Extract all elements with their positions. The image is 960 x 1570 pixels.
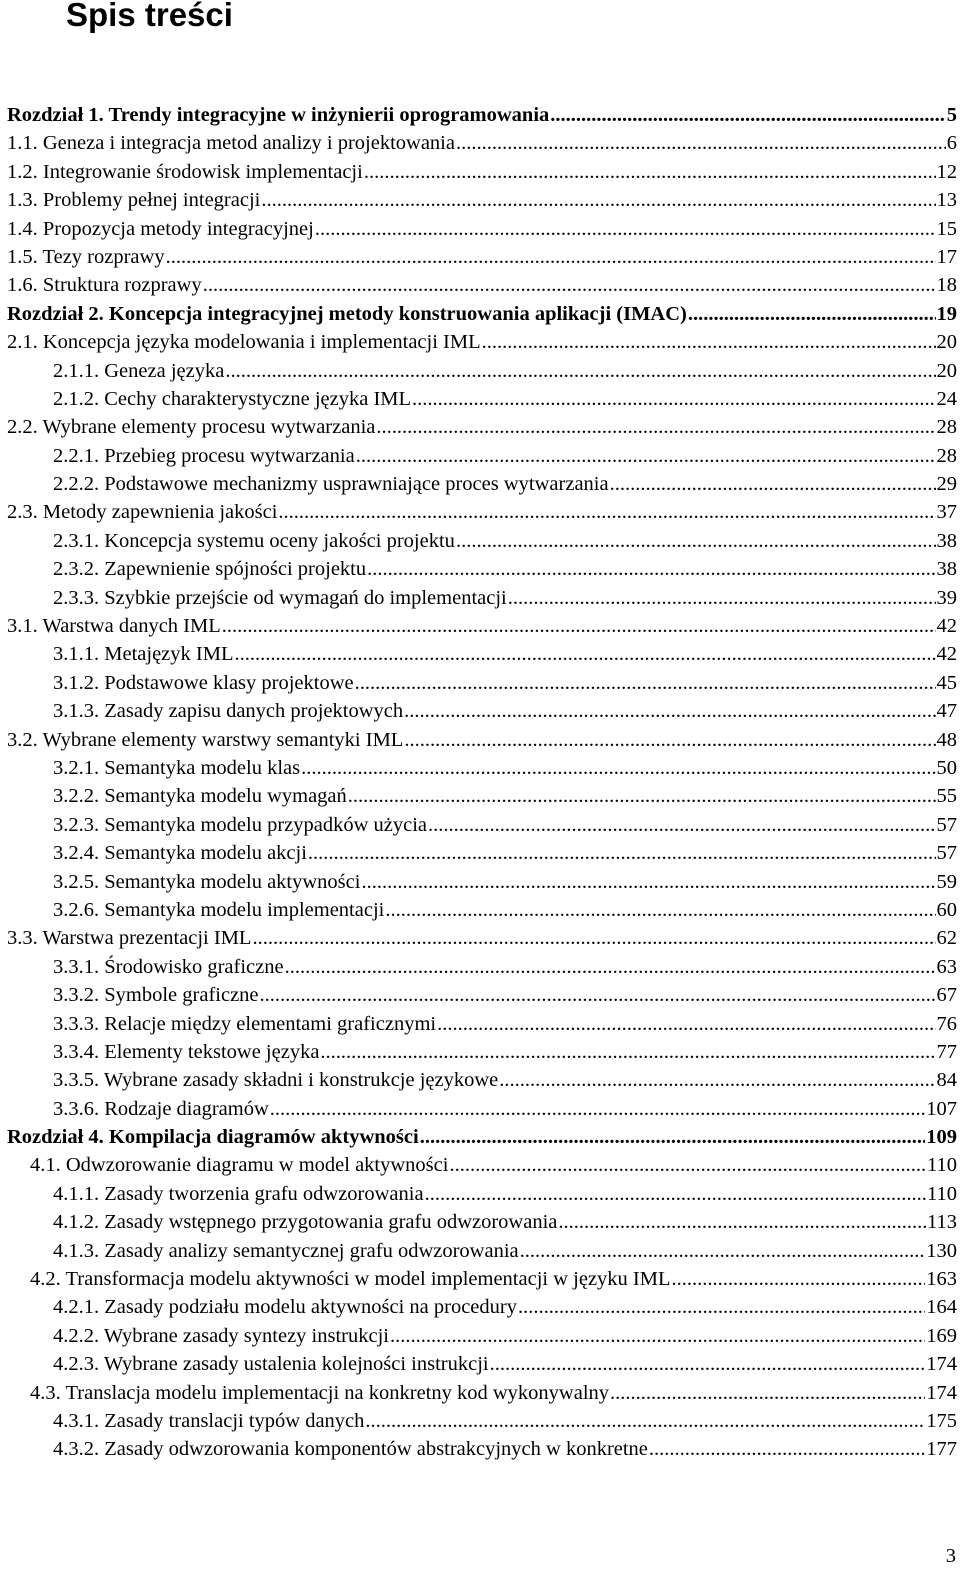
- toc-entry-page: 57: [936, 842, 957, 865]
- toc-entry-title: 4.1.3. Zasady analizy semantycznej grafu odwzorowania: [53, 1239, 519, 1262]
- toc-entry[interactable]: [0, 442, 960, 470]
- toc-dot-leader: [166, 243, 936, 271]
- toc-entry-title: 4.1. Odwzorowanie diagramu w model aktywności: [30, 1154, 449, 1177]
- toc-entry-title: 3.3.5. Wybrane zasady składni i konstrukcje językowe: [53, 1069, 499, 1092]
- toc-entry-page: 45: [936, 671, 957, 694]
- toc-dot-leader: [285, 953, 936, 981]
- toc-entry-title: 3.2.6. Semantyka modelu implementacji: [53, 898, 385, 921]
- toc-entry-title: 2.1. Koncepcja języka modelowania i implementacji IML: [7, 331, 481, 354]
- toc-entry-title: 3.2.4. Semantyka modelu akcji: [53, 842, 307, 865]
- toc-entry[interactable]: [0, 1435, 960, 1463]
- toc-entry-page: 28: [936, 416, 957, 439]
- toc-entry-title: 1.5. Tezy rozprawy: [7, 245, 165, 268]
- toc-entry[interactable]: [0, 896, 960, 924]
- toc-entry-title: 3.3.1. Środowisko graficzne: [53, 955, 284, 978]
- toc-entry-page: 20: [936, 359, 957, 382]
- toc-entry[interactable]: [0, 612, 960, 640]
- toc-entry-title: 3.1.3. Zasady zapisu danych projektowych: [53, 700, 404, 723]
- toc-entry-page: 57: [936, 813, 957, 836]
- toc-entry-page: 48: [936, 728, 957, 751]
- toc-entry-title: 2.3.1. Koncepcja systemu oceny jakości projektu: [53, 529, 455, 552]
- toc-entry[interactable]: [0, 357, 960, 385]
- toc-entry[interactable]: [0, 669, 960, 697]
- toc-entry-page: 174: [926, 1353, 957, 1376]
- toc-entry-title: 4.3.2. Zasady odwzorowania komponentów abstrakcyjnych w konkretne: [53, 1438, 648, 1461]
- toc-entry-title: Rozdział 1. Trendy integracyjne w inżynierii oprogramowania: [7, 104, 550, 126]
- toc-entry[interactable]: [0, 1293, 960, 1321]
- toc-dot-leader: [520, 1237, 926, 1265]
- toc-entry-page: 28: [936, 444, 957, 467]
- toc-dot-leader: [490, 1350, 926, 1378]
- toc-dot-leader: [301, 754, 935, 782]
- toc-dot-leader: [428, 811, 935, 839]
- toc-entry[interactable]: [0, 129, 960, 157]
- toc-entry-title: 3.3.4. Elementy tekstowe języka: [53, 1040, 320, 1063]
- toc-entry-title: 2.2.2. Podstawowe mechanizmy usprawniające proces wytwarzania: [53, 473, 609, 496]
- toc-entry[interactable]: [0, 413, 960, 441]
- toc-entry[interactable]: [0, 1038, 960, 1066]
- toc-entry[interactable]: [0, 754, 960, 782]
- toc-dot-leader: [308, 839, 936, 867]
- toc-entry-page: 19: [936, 302, 957, 325]
- toc-entry-title: 3.2. Wybrane elementy warstwy semantyki IML: [7, 728, 404, 751]
- toc-entry[interactable]: [0, 1350, 960, 1378]
- toc-entry-title: 2.2.1. Przebieg procesu wytwarzania: [53, 444, 355, 467]
- toc-entry[interactable]: [0, 101, 960, 129]
- toc-dot-leader: [518, 1293, 925, 1321]
- toc-entry[interactable]: [0, 1208, 960, 1236]
- toc-entry-page: 110: [927, 1182, 957, 1205]
- toc-entry[interactable]: [0, 640, 960, 668]
- toc-entry-page: 50: [936, 756, 957, 779]
- toc-entry-title: 1.4. Propozycja metody integracyjnej: [7, 217, 314, 240]
- toc-entry[interactable]: [0, 527, 960, 555]
- toc-dot-leader: [348, 782, 936, 810]
- toc-entry[interactable]: [0, 839, 960, 867]
- toc-entry-page: 29: [936, 473, 957, 496]
- toc-entry[interactable]: [0, 1123, 960, 1151]
- toc-entry-title: 3.1. Warstwa danych IML: [7, 615, 221, 638]
- toc-entry[interactable]: [0, 300, 960, 328]
- toc-entry-title: 2.2. Wybrane elementy procesu wytwarzania: [7, 416, 376, 439]
- toc-dot-leader: [437, 1010, 935, 1038]
- toc-entry-title: 1.3. Problemy pełnej integracji: [7, 189, 261, 212]
- toc-dot-leader: [367, 555, 935, 583]
- toc-entry[interactable]: [0, 385, 960, 413]
- toc-entry-title: 3.1.1. Metajęzyk IML: [53, 643, 234, 666]
- toc-entry[interactable]: [0, 1151, 960, 1179]
- toc-entry-page: 5: [946, 104, 957, 126]
- toc-entry[interactable]: [0, 158, 960, 186]
- page-title: Spis treści: [66, 0, 233, 33]
- toc-entry[interactable]: [0, 215, 960, 243]
- toc-entry-title: 3.2.3. Semantyka modelu przypadków użycia: [53, 813, 428, 836]
- toc-entry-title: Rozdział 2. Koncepcja integracyjnej metody konstruowania aplikacji (IMAC): [7, 302, 687, 325]
- toc-entry-page: 113: [927, 1211, 957, 1234]
- toc-entry-page: 47: [936, 700, 957, 723]
- toc-entry[interactable]: [0, 498, 960, 526]
- toc-dot-leader: [404, 697, 935, 725]
- toc-entry-page: 15: [936, 217, 957, 240]
- toc-entry-page: 169: [926, 1324, 957, 1347]
- toc-entry-page: 175: [926, 1409, 957, 1432]
- toc-entry-title: 4.1.2. Zasady wstępnego przygotowania grafu odwzorowania: [53, 1211, 558, 1234]
- toc-entry-title: 2.3.3. Szybkie przejście od wymagań do implementacji: [53, 586, 507, 609]
- toc-dot-leader: [482, 328, 936, 356]
- toc-entry-title: 1.2. Integrowanie środowisk implementacji: [7, 160, 363, 183]
- toc-entry-page: 18: [936, 274, 957, 297]
- toc-dot-leader: [610, 470, 936, 498]
- toc-entry-title: 4.2.2. Wybrane zasady syntezy instrukcji: [53, 1324, 389, 1347]
- toc-entry-title: 3.3.6. Rodzaje diagramów: [53, 1097, 269, 1120]
- toc-entry-title: 1.6. Struktura rozprawy: [7, 274, 202, 297]
- toc-entry-title: 2.3. Metody zapewnienia jakości: [7, 501, 278, 524]
- toc-entry[interactable]: [0, 1379, 960, 1407]
- toc-dot-leader: [320, 1038, 935, 1066]
- toc-entry[interactable]: [0, 1237, 960, 1265]
- toc-dot-leader: [355, 669, 936, 697]
- toc-entry-page: 38: [936, 558, 957, 581]
- toc-entry-page: 37: [936, 501, 957, 524]
- toc-dot-leader: [270, 1095, 925, 1123]
- toc-dot-leader: [315, 215, 936, 243]
- toc-entry-title: Rozdział 4. Kompilacja diagramów aktywności: [7, 1126, 419, 1149]
- toc-entry-page: 62: [936, 927, 957, 950]
- toc-entry[interactable]: [0, 555, 960, 583]
- toc-entry-page: 39: [936, 586, 957, 609]
- toc-dot-leader: [425, 1180, 926, 1208]
- toc-entry[interactable]: [0, 1095, 960, 1123]
- toc-entry-title: 4.2. Transformacja modelu aktywności w model implementacji w języku IML: [30, 1268, 671, 1291]
- toc-entry-page: 163: [926, 1268, 957, 1291]
- toc-entry-title: 4.3.1. Zasady translacji typów danych: [53, 1409, 365, 1432]
- toc-dot-leader: [550, 101, 945, 129]
- toc-dot-leader: [688, 300, 936, 328]
- toc-entry-page: 6: [946, 132, 957, 155]
- toc-dot-leader: [649, 1435, 925, 1463]
- toc-entry[interactable]: [0, 1407, 960, 1435]
- toc-entry-title: 1.1. Geneza i integracja metod analizy i projektowania: [7, 132, 455, 155]
- toc-dot-leader: [278, 498, 935, 526]
- toc-entry[interactable]: [0, 1180, 960, 1208]
- toc-dot-leader: [385, 896, 935, 924]
- toc-entry[interactable]: [0, 243, 960, 271]
- toc-entry-page: 77: [936, 1040, 957, 1063]
- toc-entry-title: 4.1.1. Zasady tworzenia grafu odwzorowania: [53, 1182, 424, 1205]
- toc-entry[interactable]: [0, 953, 960, 981]
- toc-dot-leader: [364, 158, 936, 186]
- toc-dot-leader: [376, 413, 935, 441]
- toc-dot-leader: [672, 1265, 926, 1293]
- toc-entry-page: 42: [936, 615, 957, 638]
- toc-dot-leader: [361, 868, 935, 896]
- toc-dot-leader: [260, 981, 936, 1009]
- page-number: 3: [945, 1545, 956, 1567]
- toc-entry[interactable]: [0, 924, 960, 952]
- toc-dot-leader: [610, 1379, 925, 1407]
- toc-entry-title: 3.3. Warstwa prezentacji IML: [7, 927, 252, 950]
- toc-dot-leader: [356, 442, 936, 470]
- toc-entry-page: 67: [936, 984, 957, 1007]
- toc-entry[interactable]: [0, 584, 960, 612]
- toc-entry-title: 2.1.1. Geneza języka: [53, 359, 225, 382]
- toc-dot-leader: [404, 726, 935, 754]
- toc-entry-title: 4.2.3. Wybrane zasady ustalenia kolejności instrukcji: [53, 1353, 489, 1376]
- toc-entry-title: 3.2.5. Semantyka modelu aktywności: [53, 870, 361, 893]
- toc-entry[interactable]: [0, 868, 960, 896]
- toc-entry[interactable]: [0, 470, 960, 498]
- toc-entry-page: 174: [926, 1381, 957, 1404]
- toc-dot-leader: [261, 186, 935, 214]
- toc-entry-title: 2.3.2. Zapewnienie spójności projektu: [53, 558, 367, 581]
- toc-entry-page: 109: [926, 1126, 957, 1149]
- toc-entry[interactable]: [0, 271, 960, 299]
- toc-entry-page: 24: [936, 387, 957, 410]
- toc-entry-page: 130: [926, 1239, 957, 1262]
- toc-dot-leader: [456, 527, 936, 555]
- toc-dot-leader: [252, 924, 935, 952]
- toc-entry-title: 3.2.2. Semantyka modelu wymagań: [53, 785, 347, 808]
- toc-entry-page: 107: [926, 1097, 957, 1120]
- toc-entry-page: 17: [936, 245, 957, 268]
- toc-entry[interactable]: [0, 782, 960, 810]
- toc-dot-leader: [412, 385, 935, 413]
- toc-entry-title: 3.3.2. Symbole graficzne: [53, 984, 259, 1007]
- toc-entry[interactable]: [0, 328, 960, 356]
- toc-entry-page: 55: [936, 785, 957, 808]
- toc-dot-leader: [222, 612, 936, 640]
- toc-dot-leader: [499, 1066, 935, 1094]
- toc-entry-page: 13: [936, 189, 957, 212]
- toc-entry[interactable]: [0, 1066, 960, 1094]
- toc-dot-leader: [390, 1322, 925, 1350]
- toc-entry-page: 63: [936, 955, 957, 978]
- toc-dot-leader: [234, 640, 935, 668]
- toc-entry-title: 4.3. Translacja modelu implementacji na konkretny kod wykonywalny: [30, 1381, 610, 1404]
- toc-dot-leader: [508, 584, 936, 612]
- toc-entry-title: 3.1.2. Podstawowe klasy projektowe: [53, 671, 354, 694]
- toc-dot-leader: [456, 129, 946, 157]
- toc-dot-leader: [420, 1123, 926, 1151]
- toc-entry[interactable]: [0, 186, 960, 214]
- toc-entry[interactable]: [0, 981, 960, 1009]
- toc-entry-page: 42: [936, 643, 957, 666]
- toc-entry-page: 38: [936, 529, 957, 552]
- table-of-contents: [0, 101, 960, 1464]
- toc-entry-page: 60: [936, 898, 957, 921]
- toc-dot-leader: [449, 1151, 926, 1179]
- toc-dot-leader: [365, 1407, 925, 1435]
- toc-entry-page: 164: [926, 1296, 957, 1319]
- toc-entry-page: 177: [926, 1438, 957, 1461]
- toc-entry[interactable]: [0, 1010, 960, 1038]
- toc-entry-title: 3.2.1. Semantyka modelu klas: [53, 756, 301, 779]
- toc-dot-leader: [203, 271, 936, 299]
- toc-entry[interactable]: [0, 697, 960, 725]
- toc-dot-leader: [558, 1208, 926, 1236]
- toc-entry-page: 12: [936, 160, 957, 183]
- toc-entry-page: 110: [927, 1154, 957, 1177]
- toc-entry[interactable]: [0, 1265, 960, 1293]
- toc-entry[interactable]: [0, 811, 960, 839]
- toc-entry-page: 59: [936, 870, 957, 893]
- toc-entry-title: 2.1.2. Cechy charakterystyczne języka IML: [53, 387, 412, 410]
- toc-entry-page: 20: [936, 331, 957, 354]
- toc-entry-title: 3.3.3. Relacje między elementami graficznymi: [53, 1012, 437, 1035]
- toc-entry-page: 84: [936, 1069, 957, 1092]
- toc-entry-title: 4.2.1. Zasady podziału modelu aktywności na procedury: [53, 1296, 517, 1319]
- toc-entry-page: 76: [936, 1012, 957, 1035]
- toc-dot-leader: [225, 357, 935, 385]
- toc-entry[interactable]: [0, 1322, 960, 1350]
- toc-entry[interactable]: [0, 726, 960, 754]
